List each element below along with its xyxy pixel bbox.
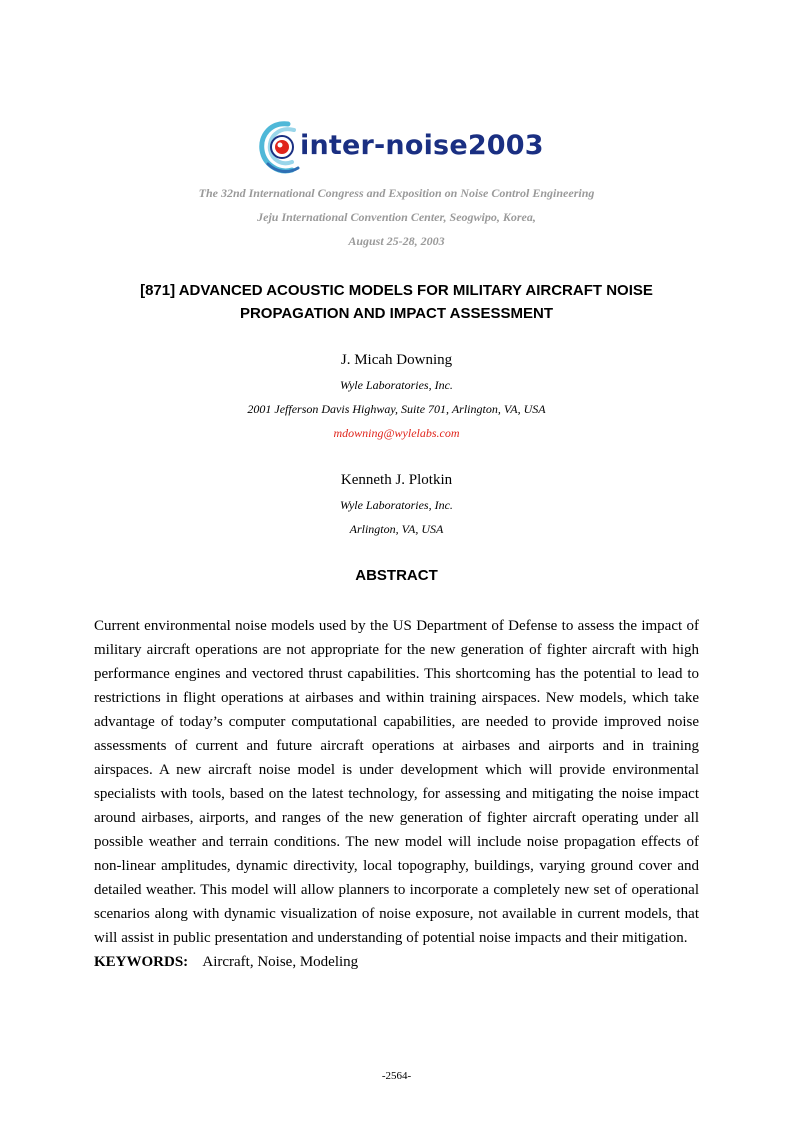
page-number: -2564- <box>381 1070 412 1082</box>
paper-title <box>0 279 793 325</box>
conference-dates: August 25-28, 2003 <box>348 234 445 248</box>
keywords-list: Aircraft, Noise, Modeling <box>202 954 359 970</box>
paper-title-line-2: PROPAGATION AND IMPACT ASSESSMENT <box>239 305 554 322</box>
abstract-body <box>94 614 699 974</box>
author-1-email-link[interactable]: mdowning@wylelabs.com <box>333 426 460 440</box>
conference-logo <box>258 120 544 178</box>
author-1-name: J. Micah Downing <box>340 352 453 368</box>
logo-wordmark: inter-noise2003 <box>300 130 544 161</box>
author-1-address: 2001 Jefferson Davis Highway, Suite 701, Arlington, VA, USA <box>247 402 546 416</box>
conference-venue: Jeju International Convention Center, Seogwipo, Korea, <box>257 210 536 224</box>
abstract-text: Current environmental noise models used by the US Department of Defense to assess the impact of military aircraft operations are not appropriate for the new generation of fighter aircraft with high performance engines and vectored thrust capabilities. This shortcoming has the potential to lead to restrictions in flight operations at airbases and within training airspaces. New models, which take advantage of today’s computer computational capabilities, are needed to provide improved noise assessments of current and future aircraft operations at airbases and airports and in training airspaces. A new aircraft noise model is under development which will provide environmental specialists with tools, based on the latest technology, for assessing and mitigating the noise impact around airbases, airports, and ranges of the new generation of fighter aircraft operating under all possible weather and terrain conditions. The new model will include noise propagation effects of non-linear amplitudes, dynamic directivity, local topography, buildings, varying ground cover and detailed weather. This model will allow planners to incorporate a completely new set of operational scenarios along with dynamic visualization of noise exposure, not available in current models, that will assist in public presentation and understanding of potential noise impacts and their mitigation. <box>94 618 699 946</box>
author-2-name: Kenneth J. Plotkin <box>340 472 453 488</box>
abstract-heading: ABSTRACT <box>355 567 438 584</box>
conference-name: The 32nd International Congress and Exposition on Noise Control Engineering <box>198 186 595 200</box>
author-2-address: Arlington, VA, USA <box>349 522 444 536</box>
keywords-label: KEYWORDS: <box>94 954 189 970</box>
paper-title-line-1: [871] ADVANCED ACOUSTIC MODELS FOR MILITARY AIRCRAFT NOISE <box>140 282 653 299</box>
author-2-organization: Wyle Laboratories, Inc. <box>340 498 453 512</box>
author-1-organization: Wyle Laboratories, Inc. <box>340 378 453 392</box>
